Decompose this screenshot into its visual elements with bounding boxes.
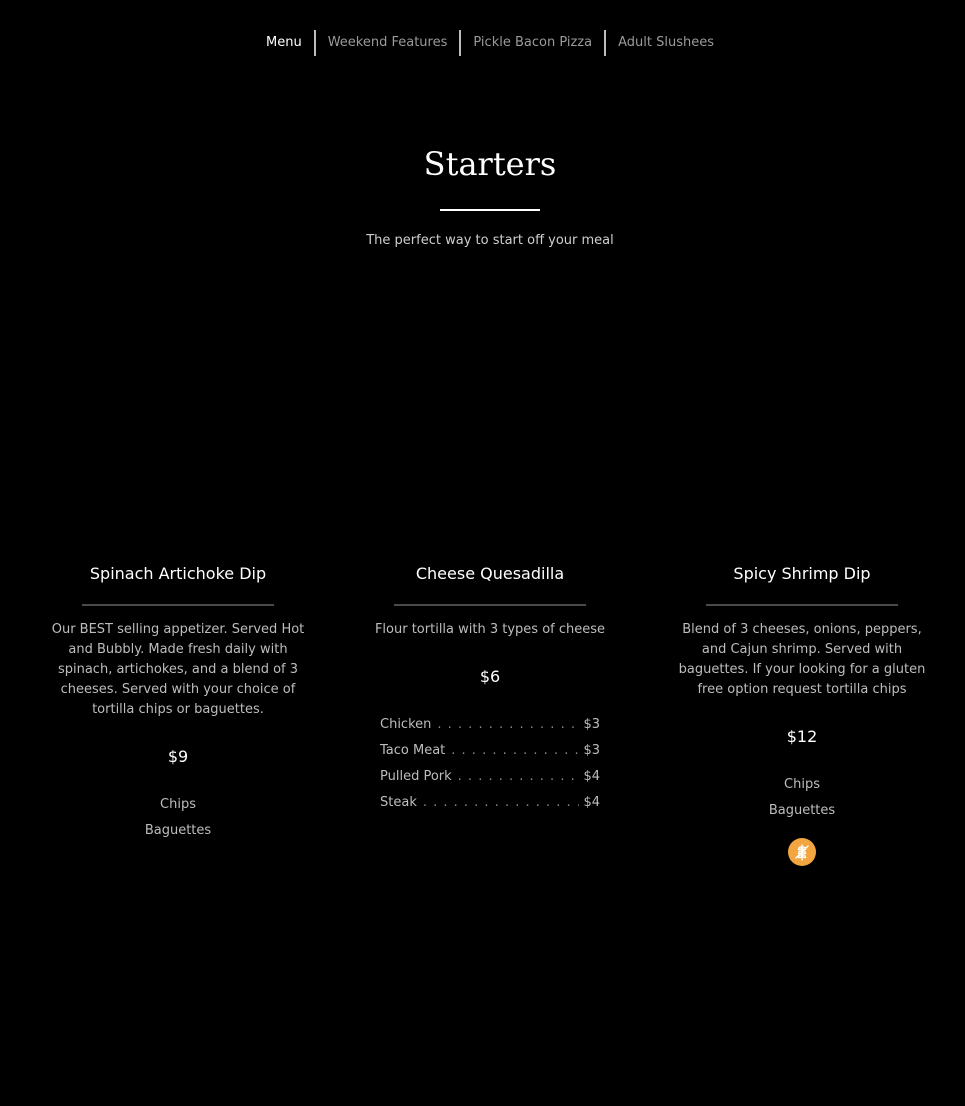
item-price: $12 [786, 727, 818, 746]
item-description: Our BEST selling appetizer. Served Hot and Bubbly. Made fresh daily with spinach, artichokes, and a blend of 3 cheeses. Served with your choice of tortilla chips or baguettes. [51, 622, 305, 717]
addon-row [380, 712, 600, 738]
menu-item-card [43, 560, 313, 844]
dot-leader [437, 712, 579, 738]
item-options [43, 792, 313, 844]
item-name: Spicy Shrimp Dip [733, 564, 871, 583]
nav-item-menu[interactable]: Menu [265, 35, 302, 50]
section-subtitle: The perfect way to start off your meal [366, 233, 614, 248]
item-name: Cheese Quesadilla [415, 564, 565, 583]
addon-price: $3 [583, 743, 600, 758]
item-name: Spinach Artichoke Dip [89, 564, 267, 583]
item-addons [380, 712, 600, 816]
item-divider [394, 604, 586, 606]
item-description: Blend of 3 cheeses, onions, peppers, and Cajun shrimp. Served with baguettes. If your looking for a gluten free option request tortilla chips [678, 622, 926, 697]
gluten-free-icon [788, 838, 816, 866]
addon-row [380, 764, 600, 790]
addon-row [380, 738, 600, 764]
addon-price: $4 [583, 795, 600, 810]
section-title: Starters [423, 145, 557, 183]
addon-name: Chicken [380, 717, 432, 732]
nav-item-pickle-bacon-pizza[interactable]: Pickle Bacon Pizza [473, 35, 593, 50]
option-chips: Chips [160, 797, 196, 812]
option-chips: Chips [784, 777, 820, 792]
item-price: $6 [479, 667, 501, 686]
item-price: $9 [167, 747, 189, 766]
nav-item-weekend-features[interactable]: Weekend Features [327, 35, 448, 50]
menu-item-card [667, 560, 937, 866]
item-divider [82, 604, 274, 606]
addon-name: Taco Meat [380, 743, 446, 758]
option-baguettes: Baguettes [768, 803, 836, 818]
addon-name: Steak [380, 795, 417, 810]
addon-price: $4 [583, 769, 600, 784]
dot-leader [423, 790, 580, 816]
addon-name: Pulled Pork [380, 769, 452, 784]
section-title-divider [440, 209, 540, 211]
nav-item-adult-slushees[interactable]: Adult Slushees [618, 35, 714, 50]
item-divider [706, 604, 898, 606]
top-navigation [0, 30, 965, 56]
addon-price: $3 [583, 717, 600, 732]
item-options [667, 772, 937, 824]
item-description: Flour tortilla with 3 types of cheese [374, 622, 606, 637]
option-baguettes: Baguettes [144, 823, 212, 838]
menu-item-card [355, 560, 625, 816]
dot-leader [451, 738, 579, 764]
dot-leader [458, 764, 580, 790]
addon-row [380, 790, 600, 816]
